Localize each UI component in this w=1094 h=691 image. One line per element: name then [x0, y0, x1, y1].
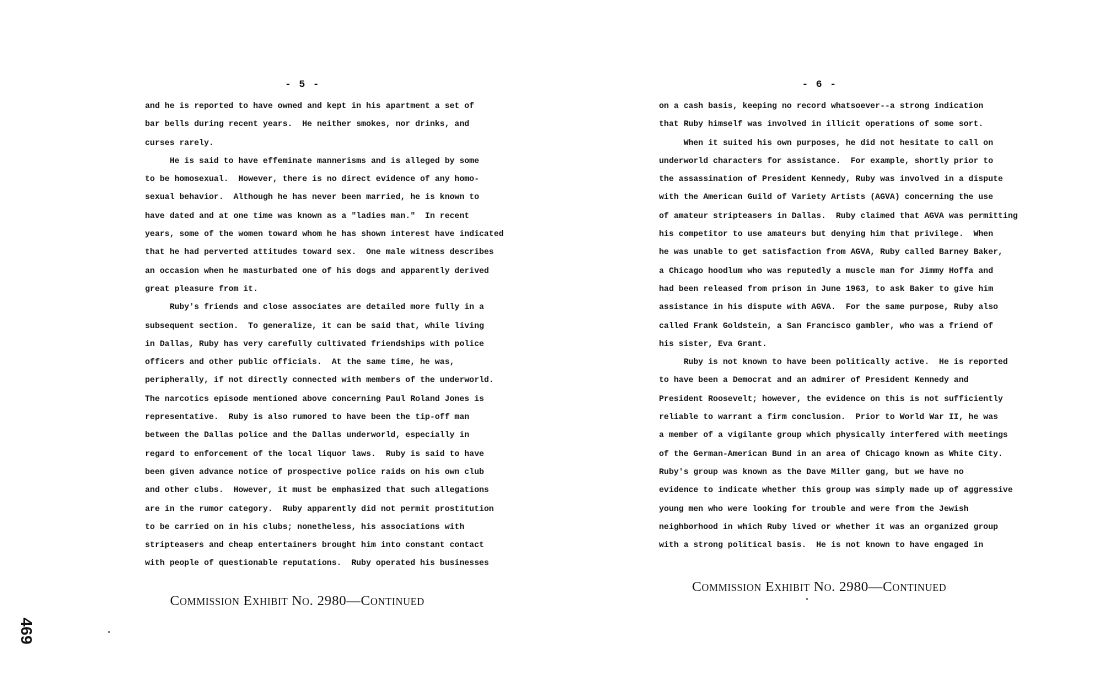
page-body-text: [145, 98, 504, 574]
text-line: regard to enforcement of the local liquor laws. Ruby is said to have: [145, 449, 485, 459]
text-line: his sister, Eva Grant.: [659, 339, 768, 349]
text-line: have dated and at one time was known as a "ladies man." In recent: [145, 211, 470, 221]
text-line: with people of questionable reputations. Ruby operated his businesses: [145, 559, 489, 569]
text-line: his competitor to use amateurs but denying him that privilege. When: [659, 230, 994, 240]
text-line: of the German-American Bund in an area of Chicago known as White City.: [659, 449, 1003, 459]
text-line: peripherally, if not directly connected with members of the underworld.: [145, 376, 494, 386]
text-line: to have been a Democrat and an admirer of President Kennedy and: [659, 376, 969, 386]
volume-page-number: 469: [17, 617, 34, 645]
text-line: President Roosevelt; however, the evidence on this is not sufficiently: [659, 394, 1003, 404]
text-line: Ruby's friends and close associates are detailed more fully in a: [145, 303, 485, 313]
text-line: The narcotics episode mentioned above concerning Paul Roland Jones is: [145, 394, 485, 404]
text-line: to be carried on in his clubs; nonetheless, his associations with: [145, 522, 465, 532]
text-line: on a cash basis, keeping no record whatsoever--a strong indication: [659, 102, 984, 111]
text-line: he was unable to get satisfaction from AGVA, Ruby called Barney Baker,: [659, 248, 1003, 258]
page-body-text: [659, 98, 1018, 555]
text-line: underworld characters for assistance. For example, shortly prior to: [659, 156, 994, 166]
text-line: officers and other public officials. At the same time, he was,: [145, 358, 455, 368]
right-page: [547, 0, 1094, 691]
text-line: that Ruby himself was involved in illicit operations of some sort.: [659, 120, 984, 130]
text-line: He is said to have effeminate mannerisms and is alleged by some: [145, 156, 480, 166]
scan-speck: [108, 631, 110, 633]
text-line: to be homosexual. However, there is no direct evidence of any homo-: [145, 175, 480, 185]
text-line: evidence to indicate whether this group was simply made up of aggressive: [659, 486, 1013, 496]
text-line: years, some of the women toward whom he has shown interest have indicated: [145, 230, 504, 240]
text-line: with the American Guild of Variety Artists (AGVA) concerning the use: [659, 193, 994, 203]
text-line: with a strong political basis. He is not known to have engaged in: [659, 541, 984, 551]
text-line: reliable to warrant a firm conclusion. Prior to World War II, he was: [659, 413, 999, 423]
text-line: a Chicago hoodlum who was reputedly a muscle man for Jimmy Hoffa and: [659, 266, 994, 276]
text-line: When it suited his own purposes, he did not hesitate to call on: [659, 138, 994, 148]
scan-speck: [806, 598, 808, 600]
text-line: an occasion when he masturbated one of his dogs and apparently derived: [145, 266, 489, 276]
text-line: sexual behavior. Although he has never been married, he is known to: [145, 193, 480, 203]
text-line: and other clubs. However, it must be emphasized that such allegations: [145, 486, 489, 496]
text-line: stripteasers and cheap entertainers brought him into constant contact: [145, 541, 485, 551]
text-line: the assassination of President Kennedy, Ruby was involved in a dispute: [659, 175, 1003, 185]
text-line: Ruby is not known to have been politically active. He is reported: [659, 358, 1008, 368]
text-line: representative. Ruby is also rumored to have been the tip-off man: [145, 413, 470, 423]
text-line: that he had perverted attitudes toward sex. One male witness describes: [145, 248, 494, 258]
exhibit-caption: Commission Exhibit No. 2980—Continued: [692, 580, 947, 595]
text-line: neighborhood in which Ruby lived or whether it was an organized group: [659, 522, 999, 532]
text-line: been given advance notice of prospective police raids on his own club: [145, 467, 485, 477]
text-line: subsequent section. To generalize, it can be said that, while living: [145, 321, 485, 331]
text-line: called Frank Goldstein, a San Francisco gambler, who was a friend of: [659, 321, 994, 331]
text-line: had been released from prison in June 1963, to ask Baker to give him: [659, 284, 994, 294]
text-line: of amateur stripteasers in Dallas. Ruby claimed that AGVA was permitting: [659, 211, 1018, 221]
text-line: a member of a vigilante group which physically interfered with meetings: [659, 431, 1008, 441]
text-line: curses rarely.: [145, 138, 214, 148]
text-line: in Dallas, Ruby has very carefully cultivated friendships with police: [145, 339, 485, 349]
text-line: assistance in his dispute with AGVA. For the same purpose, Ruby also: [659, 303, 999, 313]
text-line: great pleasure from it.: [145, 284, 259, 294]
text-line: young men who were looking for trouble and were from the Jewish: [659, 504, 969, 514]
page-number: - 5 -: [285, 80, 321, 91]
page-number: - 6 -: [802, 80, 838, 91]
text-line: Ruby's group was known as the Dave Miller gang, but we have no: [659, 467, 964, 477]
text-line: bar bells during recent years. He neither smokes, nor drinks, and: [145, 120, 470, 130]
text-line: and he is reported to have owned and kept in his apartment a set of: [145, 102, 475, 111]
text-line: between the Dallas police and the Dallas underworld, especially in: [145, 431, 470, 441]
exhibit-caption: Commission Exhibit No. 2980—Continued: [170, 594, 425, 609]
text-line: are in the rumor category. Ruby apparently did not permit prostitution: [145, 504, 494, 514]
